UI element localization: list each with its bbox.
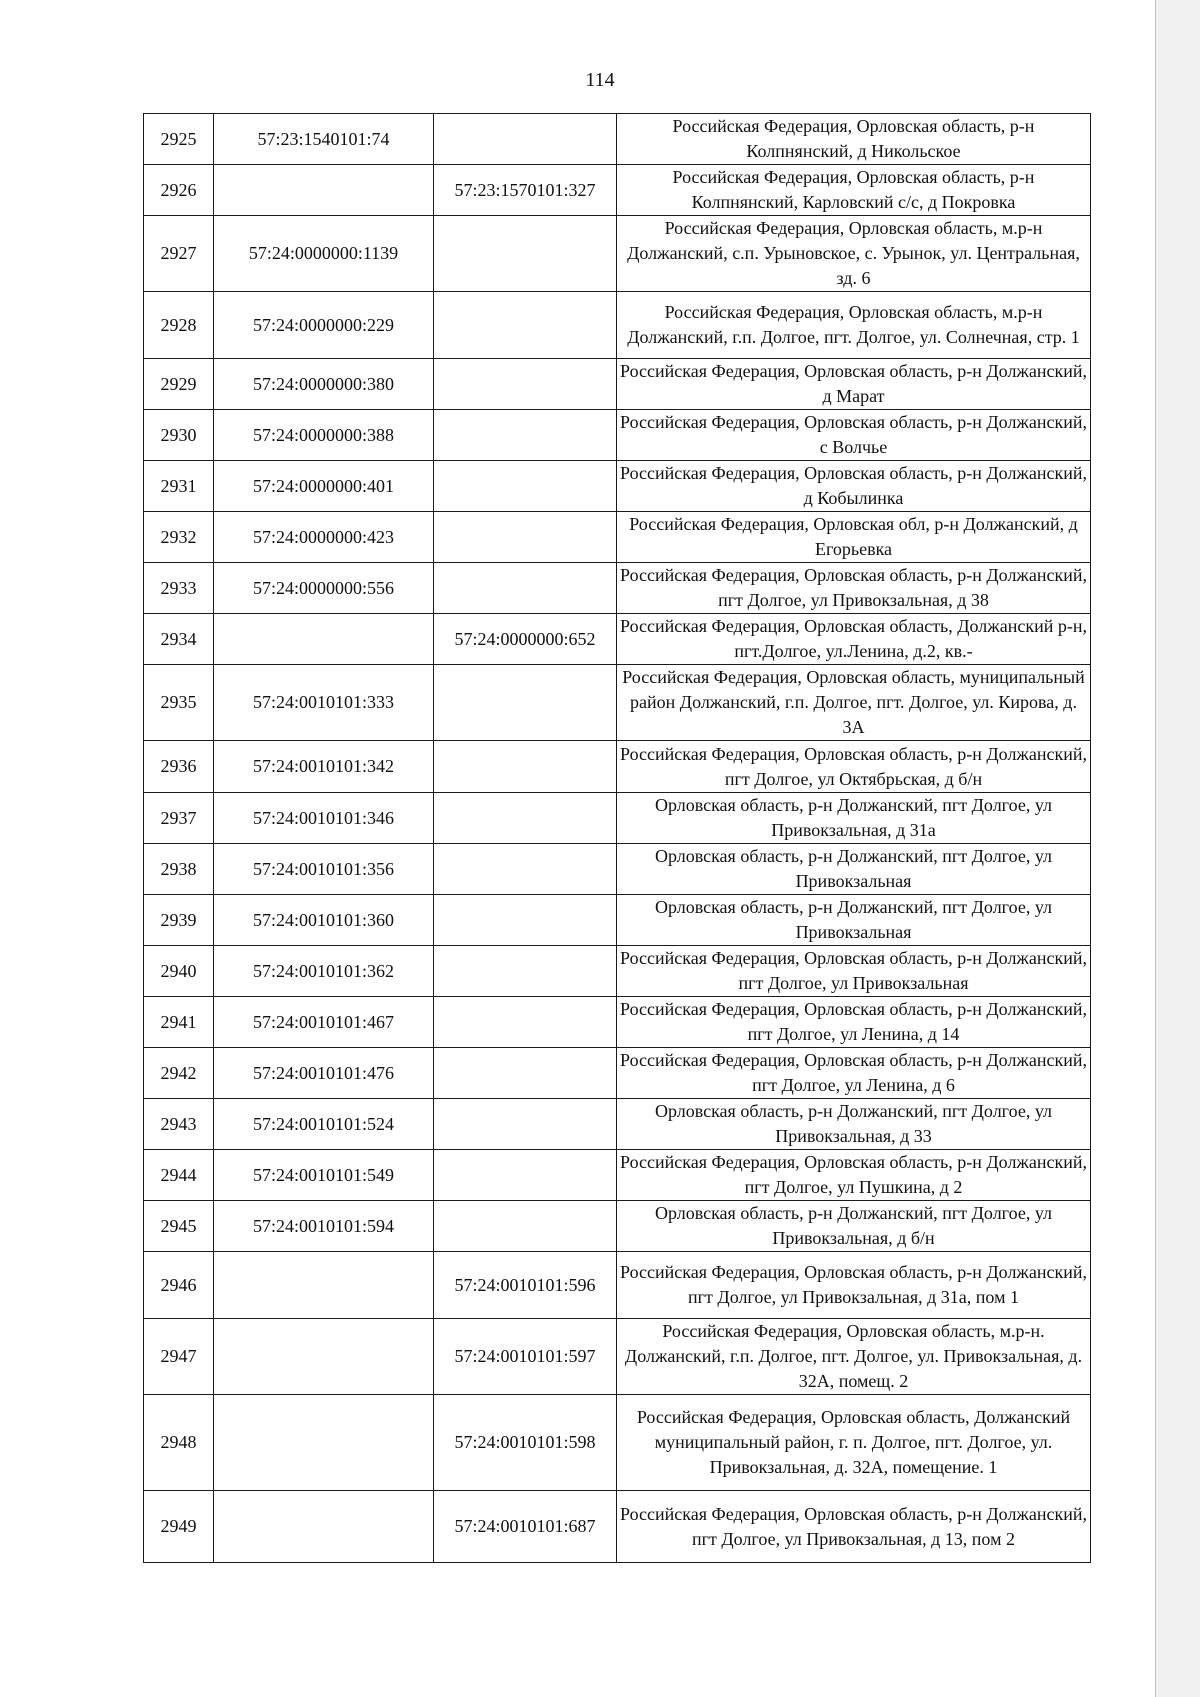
row-number: 2931	[144, 461, 214, 512]
cadastral-number-secondary: 57:24:0010101:598	[434, 1395, 617, 1491]
row-number: 2947	[144, 1319, 214, 1395]
object-address: Российская Федерация, Орловская обл, р-н Должанский, д Егорьевка	[617, 512, 1091, 563]
cadastral-number-secondary: 57:24:0000000:652	[434, 614, 617, 665]
table-row	[144, 614, 1091, 665]
object-address: Российская Федерация, Орловская область, р-н Должанский, пгт Долгое, ул Привокзальная	[617, 946, 1091, 997]
row-number: 2934	[144, 614, 214, 665]
object-address: Российская Федерация, Орловская область, р-н Колпнянский, д Никольское	[617, 114, 1091, 165]
registry-table	[143, 113, 1091, 1563]
table-row	[144, 165, 1091, 216]
cadastral-number-primary	[214, 614, 434, 665]
table-row	[144, 461, 1091, 512]
cadastral-number-secondary	[434, 946, 617, 997]
cadastral-number-secondary	[434, 741, 617, 793]
cadastral-number-secondary	[434, 793, 617, 844]
cadastral-number-secondary	[434, 997, 617, 1048]
table-row	[144, 410, 1091, 461]
row-number: 2945	[144, 1201, 214, 1252]
row-number: 2938	[144, 844, 214, 895]
cadastral-number-primary: 57:24:0000000:1139	[214, 216, 434, 292]
cadastral-number-primary: 57:24:0010101:467	[214, 997, 434, 1048]
object-address: Российская Федерация, Орловская область, р-н Должанский, пгт Долгое, ул Ленина, д 14	[617, 997, 1091, 1048]
table-row	[144, 512, 1091, 563]
object-address: Российская Федерация, Орловская область, Должанский муниципальный район, г. п. Долгое, пгт. Долгое, ул. Привокзальная, д. 32А, помещение. 1	[617, 1395, 1091, 1491]
cadastral-number-primary: 57:24:0010101:362	[214, 946, 434, 997]
cadastral-number-primary: 57:24:0000000:229	[214, 292, 434, 359]
row-number: 2939	[144, 895, 214, 946]
object-address: Российская Федерация, Орловская область, р-н Должанский, пгт Долгое, ул Октябрьская, д б/н	[617, 741, 1091, 793]
cadastral-number-primary: 57:24:0010101:342	[214, 741, 434, 793]
row-number: 2948	[144, 1395, 214, 1491]
table-row	[144, 895, 1091, 946]
object-address: Орловская область, р-н Должанский, пгт Долгое, ул Привокзальная, д 33	[617, 1099, 1091, 1150]
cadastral-number-primary	[214, 1491, 434, 1563]
object-address: Российская Федерация, Орловская область, м.р-н. Должанский, г.п. Долгое, пгт. Долгое, ул. Привокзальная, д. 32А, помещ. 2	[617, 1319, 1091, 1395]
row-number: 2944	[144, 1150, 214, 1201]
table-row	[144, 1150, 1091, 1201]
row-number: 2925	[144, 114, 214, 165]
object-address: Российская Федерация, Орловская область, р-н Должанский, пгт Долгое, ул Привокзальная, д 31а, пом 1	[617, 1252, 1091, 1319]
cadastral-number-secondary	[434, 1099, 617, 1150]
cadastral-number-secondary	[434, 114, 617, 165]
cadastral-number-secondary: 57:23:1570101:327	[434, 165, 617, 216]
object-address: Орловская область, р-н Должанский, пгт Долгое, ул Привокзальная	[617, 844, 1091, 895]
page-number: 114	[585, 69, 615, 91]
registry-table-body	[144, 114, 1091, 1563]
row-number: 2928	[144, 292, 214, 359]
cadastral-number-primary	[214, 165, 434, 216]
table-row	[144, 844, 1091, 895]
row-number: 2929	[144, 359, 214, 410]
table-row	[144, 793, 1091, 844]
object-address: Российская Федерация, Орловская область, р-н Должанский, пгт Долгое, ул Ленина, д 6	[617, 1048, 1091, 1099]
cadastral-number-secondary	[434, 216, 617, 292]
row-number: 2940	[144, 946, 214, 997]
cadastral-number-primary: 57:24:0010101:333	[214, 665, 434, 741]
object-address: Орловская область, р-н Должанский, пгт Долгое, ул Привокзальная, д б/н	[617, 1201, 1091, 1252]
cadastral-number-primary: 57:24:0010101:360	[214, 895, 434, 946]
cadastral-number-primary	[214, 1319, 434, 1395]
cadastral-number-secondary: 57:24:0010101:596	[434, 1252, 617, 1319]
table-row	[144, 216, 1091, 292]
object-address: Российская Федерация, Орловская область, Должанский р-н, пгт.Долгое, ул.Ленина, д.2, кв.-	[617, 614, 1091, 665]
object-address: Российская Федерация, Орловская область, р-н Должанский, пгт Долгое, ул Привокзальная, д 38	[617, 563, 1091, 614]
table-row	[144, 114, 1091, 165]
cadastral-number-primary: 57:24:0000000:388	[214, 410, 434, 461]
cadastral-number-secondary	[434, 512, 617, 563]
object-address: Российская Федерация, Орловская область, р-н Должанский, д Марат	[617, 359, 1091, 410]
page-edge	[1155, 0, 1200, 1697]
cadastral-number-secondary	[434, 563, 617, 614]
row-number: 2941	[144, 997, 214, 1048]
cadastral-number-primary: 57:24:0000000:556	[214, 563, 434, 614]
object-address: Российская Федерация, Орловская область, м.р-н Должанский, г.п. Долгое, пгт. Долгое, ул. Солнечная, стр. 1	[617, 292, 1091, 359]
cadastral-number-primary: 57:24:0000000:380	[214, 359, 434, 410]
cadastral-number-secondary	[434, 461, 617, 512]
table-row	[144, 665, 1091, 741]
object-address: Российская Федерация, Орловская область, р-н Должанский, пгт Долгое, ул Пушкина, д 2	[617, 1150, 1091, 1201]
table-row	[144, 946, 1091, 997]
table-row	[144, 741, 1091, 793]
table-row	[144, 1395, 1091, 1491]
row-number: 2930	[144, 410, 214, 461]
row-number: 2937	[144, 793, 214, 844]
cadastral-number-primary: 57:23:1540101:74	[214, 114, 434, 165]
row-number: 2946	[144, 1252, 214, 1319]
table-row	[144, 563, 1091, 614]
table-row	[144, 1099, 1091, 1150]
row-number: 2942	[144, 1048, 214, 1099]
cadastral-number-secondary	[434, 1201, 617, 1252]
object-address: Орловская область, р-н Должанский, пгт Долгое, ул Привокзальная, д 31а	[617, 793, 1091, 844]
cadastral-number-primary: 57:24:0010101:524	[214, 1099, 434, 1150]
cadastral-number-primary: 57:24:0010101:549	[214, 1150, 434, 1201]
cadastral-number-primary: 57:24:0000000:401	[214, 461, 434, 512]
cadastral-number-secondary	[434, 292, 617, 359]
object-address: Российская Федерация, Орловская область, м.р-н Должанский, с.п. Урыновское, с. Урынок, ул. Центральная, зд. 6	[617, 216, 1091, 292]
cadastral-number-secondary	[434, 1048, 617, 1099]
row-number: 2933	[144, 563, 214, 614]
cadastral-number-secondary	[434, 665, 617, 741]
object-address: Российская Федерация, Орловская область, муниципальный район Должанский, г.п. Долгое, пгт. Долгое, ул. Кирова, д. 3А	[617, 665, 1091, 741]
table-row	[144, 292, 1091, 359]
row-number: 2949	[144, 1491, 214, 1563]
table-row	[144, 1048, 1091, 1099]
cadastral-number-primary	[214, 1252, 434, 1319]
table-row	[144, 359, 1091, 410]
table-row	[144, 1319, 1091, 1395]
cadastral-number-primary: 57:24:0010101:346	[214, 793, 434, 844]
row-number: 2927	[144, 216, 214, 292]
object-address: Российская Федерация, Орловская область, р-н Должанский, пгт Долгое, ул Привокзальная, д 13, пом 2	[617, 1491, 1091, 1563]
row-number: 2936	[144, 741, 214, 793]
cadastral-number-primary: 57:24:0010101:356	[214, 844, 434, 895]
object-address: Орловская область, р-н Должанский, пгт Долгое, ул Привокзальная	[617, 895, 1091, 946]
row-number: 2935	[144, 665, 214, 741]
row-number: 2926	[144, 165, 214, 216]
cadastral-number-secondary	[434, 1150, 617, 1201]
cadastral-number-secondary	[434, 410, 617, 461]
cadastral-number-secondary	[434, 844, 617, 895]
cadastral-number-primary: 57:24:0010101:594	[214, 1201, 434, 1252]
object-address: Российская Федерация, Орловская область, р-н Должанский, д Кобылинка	[617, 461, 1091, 512]
object-address: Российская Федерация, Орловская область, р-н Колпнянский, Карловский с/с, д Покровка	[617, 165, 1091, 216]
table-row	[144, 997, 1091, 1048]
cadastral-number-primary: 57:24:0010101:476	[214, 1048, 434, 1099]
cadastral-number-secondary: 57:24:0010101:687	[434, 1491, 617, 1563]
row-number: 2932	[144, 512, 214, 563]
cadastral-number-secondary: 57:24:0010101:597	[434, 1319, 617, 1395]
cadastral-number-primary: 57:24:0000000:423	[214, 512, 434, 563]
cadastral-number-secondary	[434, 895, 617, 946]
cadastral-number-primary	[214, 1395, 434, 1491]
row-number: 2943	[144, 1099, 214, 1150]
table-row	[144, 1252, 1091, 1319]
object-address: Российская Федерация, Орловская область, р-н Должанский, с Волчье	[617, 410, 1091, 461]
cadastral-number-secondary	[434, 359, 617, 410]
table-row	[144, 1491, 1091, 1563]
table-row	[144, 1201, 1091, 1252]
